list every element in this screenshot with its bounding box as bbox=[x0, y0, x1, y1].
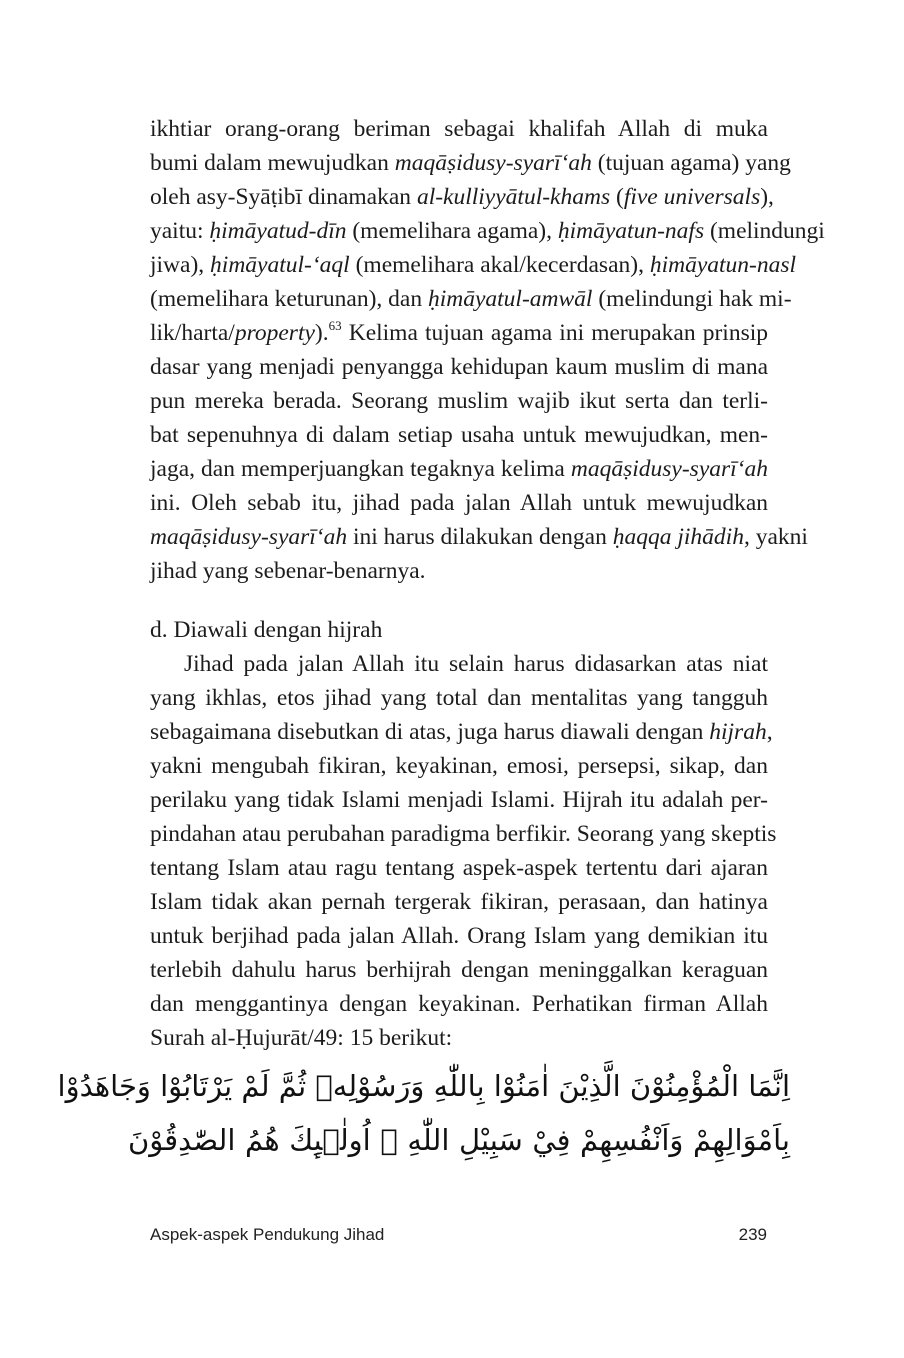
text-line bbox=[150, 554, 768, 588]
text-run: ), bbox=[760, 184, 774, 210]
text-line bbox=[150, 248, 797, 282]
text-run: (memelihara keturunan), dan bbox=[150, 286, 428, 312]
text-run: oleh asy-Syāṭibī dinamakan bbox=[150, 184, 417, 210]
italic-term: ḥimāyatun-nasl bbox=[649, 252, 797, 278]
text-line bbox=[150, 350, 768, 384]
arabic-verse-line: اِنَّمَا الْمُؤْمِنُوْنَ الَّذِيْنَ اٰمَنُوْا بِاللّٰهِ وَرَسُوْلِهٖ ثُمَّ لَمْ يَرْتَابُوْا وَجَاهَدُوْا bbox=[57, 1069, 790, 1103]
text-run: pindahan atau perubahan paradigma berfikir. Seorang yang skeptis bbox=[150, 821, 777, 847]
text-run: (melindungi hak mi- bbox=[592, 286, 792, 312]
text-run: Jihad pada jalan Allah itu selain harus didasarkan atas niat bbox=[184, 651, 768, 677]
italic-term: five universals bbox=[623, 184, 761, 210]
italic-term: hijrah bbox=[709, 719, 767, 745]
text-line bbox=[150, 953, 768, 987]
page-number: 239 bbox=[738, 1225, 767, 1244]
text-line bbox=[150, 418, 768, 452]
text-line bbox=[150, 452, 768, 486]
text-run: Surah al-Ḥujurāt/49: 15 berikut: bbox=[150, 1025, 453, 1051]
text-run: bumi dalam mewujudkan bbox=[150, 150, 395, 176]
text-run: yaitu: bbox=[150, 218, 210, 244]
footnote-marker: 63 bbox=[328, 318, 342, 333]
text-run: jihad yang sebenar-benarnya. bbox=[150, 558, 426, 584]
text-line bbox=[150, 146, 791, 180]
text-run: Kelima tujuan agama ini merupakan prinsip bbox=[341, 320, 768, 346]
italic-term: property bbox=[234, 320, 315, 346]
text-run: ). bbox=[314, 320, 329, 346]
text-line bbox=[150, 681, 768, 715]
italic-term: ḥimāyatun-nafs bbox=[557, 218, 705, 244]
text-run: (tujuan agama) yang bbox=[591, 150, 791, 176]
text-line bbox=[150, 282, 792, 316]
text-run: ( bbox=[610, 184, 624, 210]
text-line bbox=[150, 520, 808, 554]
text-run: ini harus dilakukan dengan bbox=[347, 524, 613, 550]
text-line bbox=[150, 885, 768, 919]
italic-term: al-kulliyyātul-khams bbox=[416, 184, 611, 210]
text-run: (memelihara agama), bbox=[346, 218, 558, 244]
text-line bbox=[150, 919, 768, 953]
text-run: (melindungi bbox=[704, 218, 825, 244]
running-title: Aspek-aspek Pendukung Jihad bbox=[150, 1225, 385, 1244]
text-line bbox=[150, 1021, 768, 1055]
text-line bbox=[150, 715, 773, 749]
arabic-verse-line: بِاَمْوَالِهِمْ وَاَنْفُسِهِمْ فِيْ سَبِيْلِ اللّٰهِ ۗ اُولٰۤىِٕكَ هُمُ الصّٰدِقُوْنَ bbox=[128, 1123, 790, 1157]
text-run: perilaku yang tidak Islami menjadi Islami. Hijrah itu adalah per- bbox=[150, 787, 768, 813]
text-run: bat sepenuhnya di dalam setiap usaha untuk mewujudkan, men- bbox=[150, 422, 768, 448]
text-run: tentang Islam atau ragu tentang aspek-aspek tertentu dari ajaran bbox=[150, 855, 768, 881]
text-run: untuk berjihad pada jalan Allah. Orang Islam yang demikian itu bbox=[150, 923, 768, 949]
text-run: dan menggantinya dengan keyakinan. Perhatikan firman Allah bbox=[150, 991, 768, 1017]
section-heading: d. Diawali dengan hijrah bbox=[150, 617, 383, 643]
text-line bbox=[150, 112, 768, 146]
italic-term: maqāṣidusy-syarī‘ah bbox=[570, 456, 768, 482]
text-line bbox=[184, 647, 768, 681]
text-line bbox=[150, 817, 777, 851]
text-run: lik/harta/ bbox=[150, 320, 235, 346]
text-run: , yakni bbox=[743, 524, 808, 550]
text-run: ikhtiar orang-orang beriman sebagai khalifah Allah di muka bbox=[150, 116, 768, 142]
text-line bbox=[150, 384, 768, 418]
text-line bbox=[150, 851, 768, 885]
text-run: terlebih dahulu harus berhijrah dengan meninggalkan keraguan bbox=[150, 957, 768, 983]
italic-term: maqāṣidusy-syarī‘ah bbox=[150, 524, 348, 550]
text-line bbox=[150, 214, 825, 248]
text-run: dasar yang menjadi penyangga kehidupan kaum muslim di mana bbox=[150, 354, 768, 380]
italic-term: maqāṣidusy-syarī‘ah bbox=[394, 150, 592, 176]
text-line bbox=[150, 987, 768, 1021]
text-line bbox=[150, 749, 768, 783]
text-line bbox=[150, 783, 768, 817]
text-run: jiwa), bbox=[150, 252, 211, 278]
italic-term: ḥimāyatul-‘aql bbox=[210, 252, 350, 278]
text-run: sebagaimana disebutkan di atas, juga harus diawali dengan bbox=[150, 719, 710, 745]
text-run: jaga, dan memperjuangkan tegaknya kelima bbox=[150, 456, 571, 482]
italic-term: ḥimāyatul-amwāl bbox=[427, 286, 593, 312]
text-run: yakni mengubah fikiran, keyakinan, emosi, persepsi, sikap, dan bbox=[150, 753, 768, 779]
text-line bbox=[150, 316, 768, 350]
text-line bbox=[150, 486, 768, 520]
text-run: pun mereka berada. Seorang muslim wajib ikut serta dan terli- bbox=[150, 388, 768, 414]
text-run: yang ikhlas, etos jihad yang total dan mentalitas yang tangguh bbox=[150, 685, 768, 711]
text-run: Islam tidak akan pernah tergerak fikiran, perasaan, dan hatinya bbox=[150, 889, 768, 915]
italic-term: ḥaqqa jihādih bbox=[612, 524, 744, 550]
italic-term: ḥimāyatud-dīn bbox=[209, 218, 347, 244]
text-run: (memelihara akal/kecerdasan), bbox=[349, 252, 650, 278]
text-line bbox=[150, 180, 774, 214]
text-run: , bbox=[766, 719, 773, 745]
text-run: ini. Oleh sebab itu, jihad pada jalan Allah untuk mewujudkan bbox=[150, 490, 768, 516]
